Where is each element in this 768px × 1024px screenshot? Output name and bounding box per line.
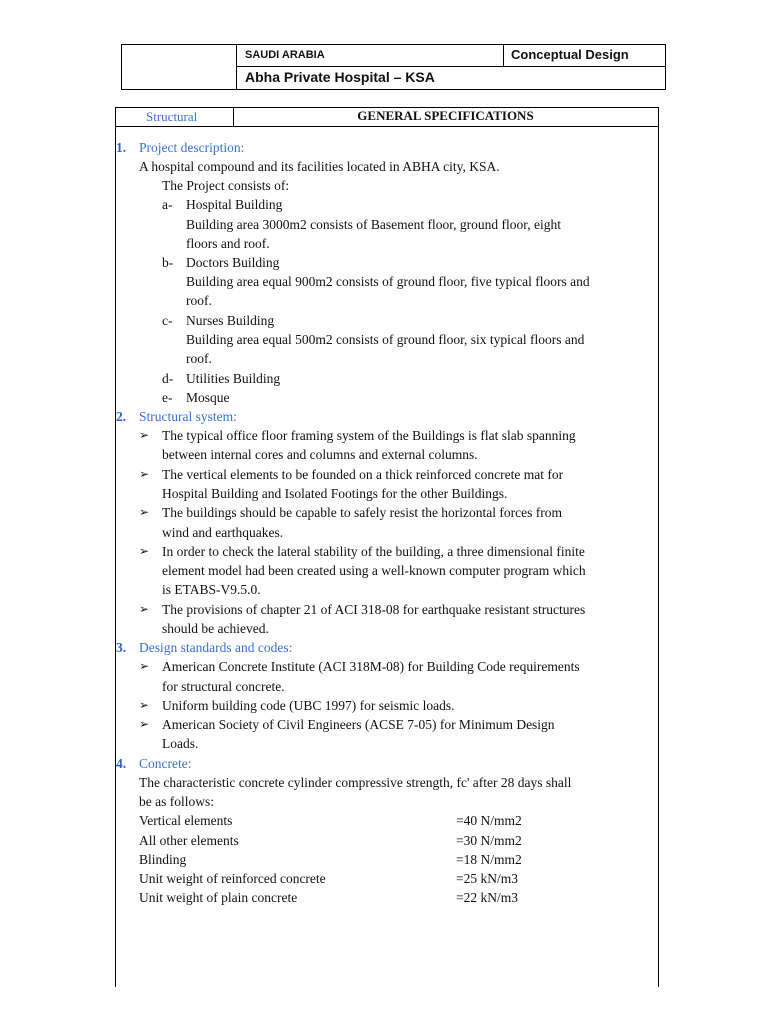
arrowhead-bullet-icon: ➢	[139, 717, 150, 731]
phase-label: Conceptual Design	[511, 47, 629, 62]
paragraph: A hospital compound and its facilities located in ABHA city, KSA.	[139, 159, 500, 174]
list-letter: a-	[162, 197, 173, 212]
section-number: 3.	[116, 640, 127, 655]
spec-row-value: =22 kN/m3	[456, 890, 518, 905]
paragraph: The Project consists of:	[162, 178, 290, 193]
list-item-desc: roof.	[186, 351, 212, 366]
list-item: Doctors Building	[186, 255, 280, 270]
spec-row-value: =18 N/mm2	[456, 852, 522, 867]
arrowhead-bullet-icon: ➢	[139, 505, 150, 519]
list-item-desc: Building area 3000m2 consists of Basement floor, ground floor, eight	[186, 217, 561, 232]
list-item: Mosque	[186, 390, 230, 405]
bullet-text: In order to check the lateral stability of the building, a three dimensional finite	[162, 544, 585, 559]
spec-row-label: Blinding	[139, 852, 187, 867]
list-item: Nurses Building	[186, 313, 275, 328]
spec-row-label: Unit weight of reinforced concrete	[139, 871, 326, 886]
arrowhead-bullet-icon: ➢	[139, 698, 150, 712]
bullet-text: American Society of Civil Engineers (ACSE 7-05) for Minimum Design	[162, 717, 555, 732]
section-number: 1.	[116, 140, 127, 155]
bullet-text: is ETABS-V9.5.0.	[162, 582, 261, 597]
department-label: Structural	[146, 109, 198, 124]
spec-row-label: Unit weight of plain concrete	[139, 890, 298, 905]
bullet-text: Loads.	[162, 736, 199, 751]
arrowhead-bullet-icon: ➢	[139, 428, 150, 442]
list-item-desc: Building area equal 900m2 consists of ground floor, five typical floors and	[186, 274, 590, 289]
spec-row-label: All other elements	[139, 833, 239, 848]
paragraph: The characteristic concrete cylinder compressive strength, fc' after 28 days shall	[139, 775, 572, 790]
section-header-row	[116, 108, 658, 127]
bullet-text: Hospital Building and Isolated Footings for the other Buildings.	[162, 486, 508, 501]
arrowhead-bullet-icon: ➢	[139, 467, 150, 481]
bullet-text: for structural concrete.	[162, 679, 285, 694]
section-title-structural-system: Structural system:	[139, 409, 237, 424]
bullet-text: between internal cores and columns and external columns.	[162, 447, 478, 462]
list-letter: e-	[162, 390, 173, 405]
spec-row-value: =40 N/mm2	[456, 813, 522, 828]
list-letter: d-	[162, 371, 174, 386]
bullet-text: The typical office floor framing system of the Buildings is flat slab spanning	[162, 428, 576, 443]
spec-row-value: =30 N/mm2	[456, 833, 522, 848]
list-letter: b-	[162, 255, 174, 270]
section-title-design-standards: Design standards and codes:	[139, 640, 293, 655]
bullet-text: The buildings should be capable to safely resist the horizontal forces from	[162, 505, 563, 520]
list-letter: c-	[162, 313, 173, 328]
bullet-text: The provisions of chapter 21 of ACI 318-08 for earthquake resistant structures	[162, 602, 586, 617]
arrowhead-bullet-icon: ➢	[139, 602, 150, 616]
bullet-text: wind and earthquakes.	[162, 525, 284, 540]
list-item-desc: roof.	[186, 293, 212, 308]
section-number: 2.	[116, 409, 127, 424]
arrowhead-bullet-icon: ➢	[139, 659, 150, 673]
bullet-text: should be achieved.	[162, 621, 269, 636]
bullet-text: Uniform building code (UBC 1997) for seismic loads.	[162, 698, 455, 713]
project-title: Abha Private Hospital – KSA	[245, 69, 435, 85]
spec-row-value: =25 kN/m3	[456, 871, 518, 886]
arrowhead-bullet-icon: ➢	[139, 544, 150, 558]
section-title-concrete: Concrete:	[139, 756, 192, 771]
spec-row-label: Vertical elements	[139, 813, 233, 828]
list-item-desc: Building area equal 500m2 consists of ground floor, six typical floors and	[186, 332, 585, 347]
country-label: SAUDI ARABIA	[245, 49, 325, 61]
bullet-text: American Concrete Institute (ACI 318M-08) for Building Code requirements	[162, 659, 580, 674]
title-block	[121, 44, 666, 90]
section-number: 4.	[116, 756, 127, 771]
bullet-text: element model had been created using a well-known computer program which	[162, 563, 586, 578]
list-item: Utilities Building	[186, 371, 281, 386]
section-title-project-description: Project description:	[139, 140, 245, 155]
list-item-desc: floors and roof.	[186, 236, 270, 251]
bullet-text: The vertical elements to be founded on a thick reinforced concrete mat for	[162, 467, 564, 482]
paragraph: be as follows:	[139, 794, 214, 809]
page-title: GENERAL SPECIFICATIONS	[357, 108, 534, 123]
list-item: Hospital Building	[186, 197, 283, 212]
